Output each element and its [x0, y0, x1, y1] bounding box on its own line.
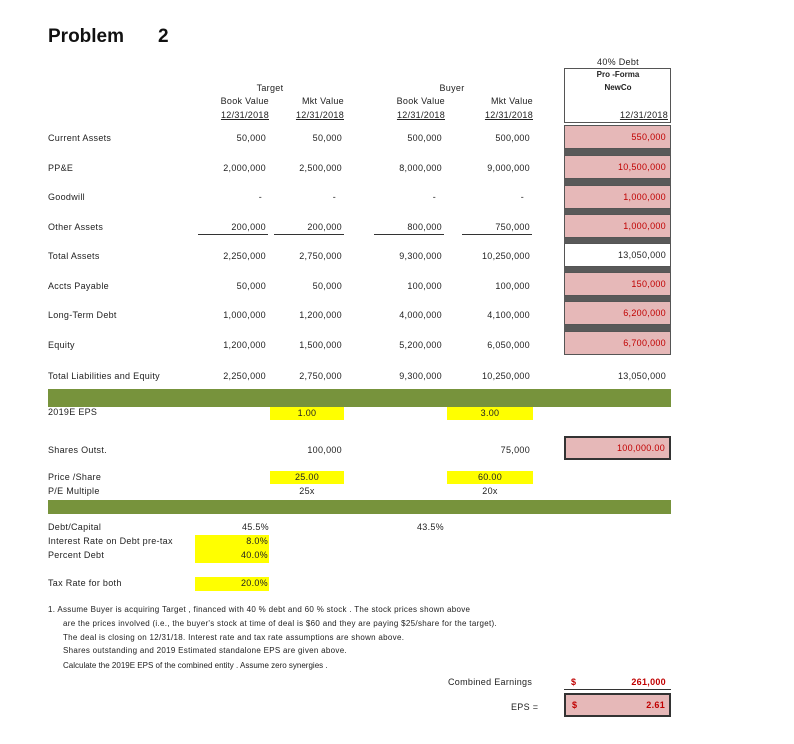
- combined-earnings-currency: $: [571, 677, 577, 687]
- eps-result-value: 2.61: [646, 700, 665, 710]
- result-divider: [564, 689, 671, 690]
- newco-name: NewCo: [604, 83, 632, 92]
- percent-debt-label: Percent Debt: [48, 550, 105, 560]
- shares-label: Shares Outst.: [48, 445, 107, 455]
- problem-number: 2: [158, 26, 169, 47]
- note-line-3: The deal is closing on 12/31/18. Interest rate and tax rate assumptions are shown above.: [63, 633, 405, 642]
- newco-cell[interactable]: [564, 272, 671, 296]
- buyer-mkt-value: 100,000: [495, 281, 530, 291]
- target-mkt-value: 200,000: [307, 222, 342, 232]
- subtotal-underline: [198, 234, 268, 235]
- buyer-mkt-value: 6,050,000: [487, 340, 530, 350]
- target-book-value: 50,000: [236, 133, 266, 143]
- subtotal-underline: [274, 234, 344, 235]
- buyer-book-value: 8,000,000: [399, 163, 442, 173]
- newco-total-le-value: 13,050,000: [617, 371, 666, 381]
- combined-earnings-value: 261,000: [631, 677, 666, 687]
- newco-value: 10,500,000: [617, 162, 666, 172]
- target-debt-capital-value: 45.5%: [241, 522, 269, 532]
- newco-cell[interactable]: [564, 301, 671, 325]
- buyer-book-value: 4,000,000: [399, 310, 442, 320]
- newco-value: 1,000,000: [623, 221, 666, 231]
- buyer-mkt-value: 10,250,000: [481, 371, 530, 381]
- target-shares-value: 100,000: [307, 445, 342, 455]
- target-mkt-value: 1,200,000: [299, 310, 342, 320]
- target-book-value: -: [258, 192, 262, 202]
- percent-debt-value: 40.0%: [240, 550, 268, 560]
- buyer-mkt-value: 10,250,000: [481, 251, 530, 261]
- buyer-pe-value: 20x: [482, 486, 498, 496]
- eps-result-currency: $: [572, 700, 578, 710]
- note-line-1: 1. Assume Buyer is acquiring Target , financed with 40 % debt and 60 % stock . The stock prices shown above: [48, 605, 471, 614]
- buyer-book-value: 9,300,000: [399, 251, 442, 261]
- tax-rate-value: 20.0%: [240, 578, 268, 588]
- note-line-5: Calculate the 2019E EPS of the combined entity . Assume zero synergies .: [63, 661, 328, 670]
- buyer-mkt-date: 12/31/2018: [484, 110, 533, 120]
- target-mkt-header: Mkt Value: [301, 96, 344, 106]
- buyer-book-value: 5,200,000: [399, 340, 442, 350]
- target-pe-value: 25x: [299, 486, 315, 496]
- eps-result-label: EPS =: [511, 702, 539, 712]
- buyer-eps-value: 3.00: [480, 408, 500, 418]
- target-mkt-value: -: [332, 192, 336, 202]
- row-label-ppe: PP&E: [48, 163, 74, 173]
- newco-total-assets-cell[interactable]: [564, 243, 671, 267]
- price-label: Price /Share: [48, 472, 102, 482]
- target-book-value: 1,200,000: [223, 340, 266, 350]
- newco-value: 150,000: [631, 279, 666, 289]
- pe-label: P/E Multiple: [48, 486, 100, 496]
- row-label-long-term-debt: Long-Term Debt: [48, 310, 117, 320]
- subtotal-underline: [462, 234, 532, 235]
- buyer-book-value: 800,000: [407, 222, 442, 232]
- target-mkt-value: 50,000: [312, 281, 342, 291]
- target-mkt-value: 2,500,000: [299, 163, 342, 173]
- newco-value: 550,000: [631, 132, 666, 142]
- newco-value: 6,700,000: [623, 338, 666, 348]
- buyer-book-value: 9,300,000: [399, 371, 442, 381]
- newco-cell[interactable]: [564, 214, 671, 238]
- buyer-mkt-value: -: [520, 192, 524, 202]
- newco-cell[interactable]: [564, 331, 671, 355]
- newco-date: 12/31/2018: [619, 110, 668, 120]
- target-group-header: Target: [256, 83, 284, 93]
- row-label-equity: Equity: [48, 340, 75, 350]
- newco-proforma: Pro -Forma: [596, 70, 640, 79]
- note-line-2: are the prices involved (i.e., the buyer's stock at time of deal is $60 and they are paying $25/share for the target).: [63, 619, 498, 628]
- target-book-date: 12/31/2018: [220, 110, 269, 120]
- buyer-mkt-header: Mkt Value: [490, 96, 533, 106]
- row-label-current-assets: Current Assets: [48, 133, 112, 143]
- newco-shares-value: 100,000.00: [616, 443, 665, 453]
- target-mkt-value: 2,750,000: [299, 251, 342, 261]
- newco-value: 6,200,000: [623, 308, 666, 318]
- target-mkt-value: 2,750,000: [299, 371, 342, 381]
- newco-value: 1,000,000: [623, 192, 666, 202]
- buyer-mkt-value: 500,000: [495, 133, 530, 143]
- combined-earnings-label: Combined Earnings: [448, 677, 533, 687]
- buyer-book-date: 12/31/2018: [396, 110, 445, 120]
- target-book-value: 200,000: [231, 222, 266, 232]
- newco-shares-cell[interactable]: [564, 436, 671, 460]
- row-label-other-assets: Other Assets: [48, 222, 104, 232]
- buyer-debt-capital-value: 43.5%: [416, 522, 444, 532]
- interest-rate-value: 8.0%: [246, 536, 268, 546]
- target-mkt-date: 12/31/2018: [295, 110, 344, 120]
- buyer-book-value: 500,000: [407, 133, 442, 143]
- buyer-shares-value: 75,000: [500, 445, 530, 455]
- buyer-book-value: 100,000: [407, 281, 442, 291]
- eps-result-cell[interactable]: [564, 693, 671, 717]
- newco-cell[interactable]: [564, 185, 671, 209]
- target-book-value: 2,000,000: [223, 163, 266, 173]
- newco-cell[interactable]: [564, 155, 671, 179]
- row-label-total-assets: Total Assets: [48, 251, 100, 261]
- target-book-header: Book Value: [220, 96, 269, 106]
- row-label-goodwill: Goodwill: [48, 192, 85, 202]
- row-label-accts-payable: Accts Payable: [48, 281, 109, 291]
- target-book-value: 2,250,000: [223, 251, 266, 261]
- newco-total-assets-value: 13,050,000: [617, 250, 666, 260]
- interest-rate-label: Interest Rate on Debt pre-tax: [48, 536, 173, 546]
- buyer-mkt-value: 4,100,000: [487, 310, 530, 320]
- note-line-4: Shares outstanding and 2019 Estimated standalone EPS are given above.: [63, 646, 347, 655]
- buyer-book-value: -: [432, 192, 436, 202]
- buyer-mkt-value: 750,000: [495, 222, 530, 232]
- newco-debt-pct: 40% Debt: [597, 57, 639, 67]
- buyer-group-header: Buyer: [439, 83, 465, 93]
- buyer-price-value: 60.00: [477, 472, 503, 482]
- row-label-total-liabilities-equity: Total Liabilities and Equity: [48, 371, 160, 381]
- debt-capital-label: Debt/Capital: [48, 522, 102, 532]
- page-title: Problem: [48, 26, 125, 47]
- subtotal-underline: [374, 234, 444, 235]
- tax-rate-label: Tax Rate for both: [48, 578, 122, 588]
- target-book-value: 1,000,000: [223, 310, 266, 320]
- target-mkt-value: 50,000: [312, 133, 342, 143]
- target-eps-value: 1.00: [297, 408, 317, 418]
- target-book-value: 2,250,000: [223, 371, 266, 381]
- section-divider-band: [48, 389, 671, 407]
- section-divider-band: [48, 500, 671, 514]
- newco-cell[interactable]: [564, 125, 671, 149]
- target-price-value: 25.00: [294, 472, 320, 482]
- target-mkt-value: 1,500,000: [299, 340, 342, 350]
- buyer-book-header: Book Value: [396, 96, 445, 106]
- eps-label: 2019E EPS: [48, 407, 98, 417]
- buyer-mkt-value: 9,000,000: [487, 163, 530, 173]
- target-book-value: 50,000: [236, 281, 266, 291]
